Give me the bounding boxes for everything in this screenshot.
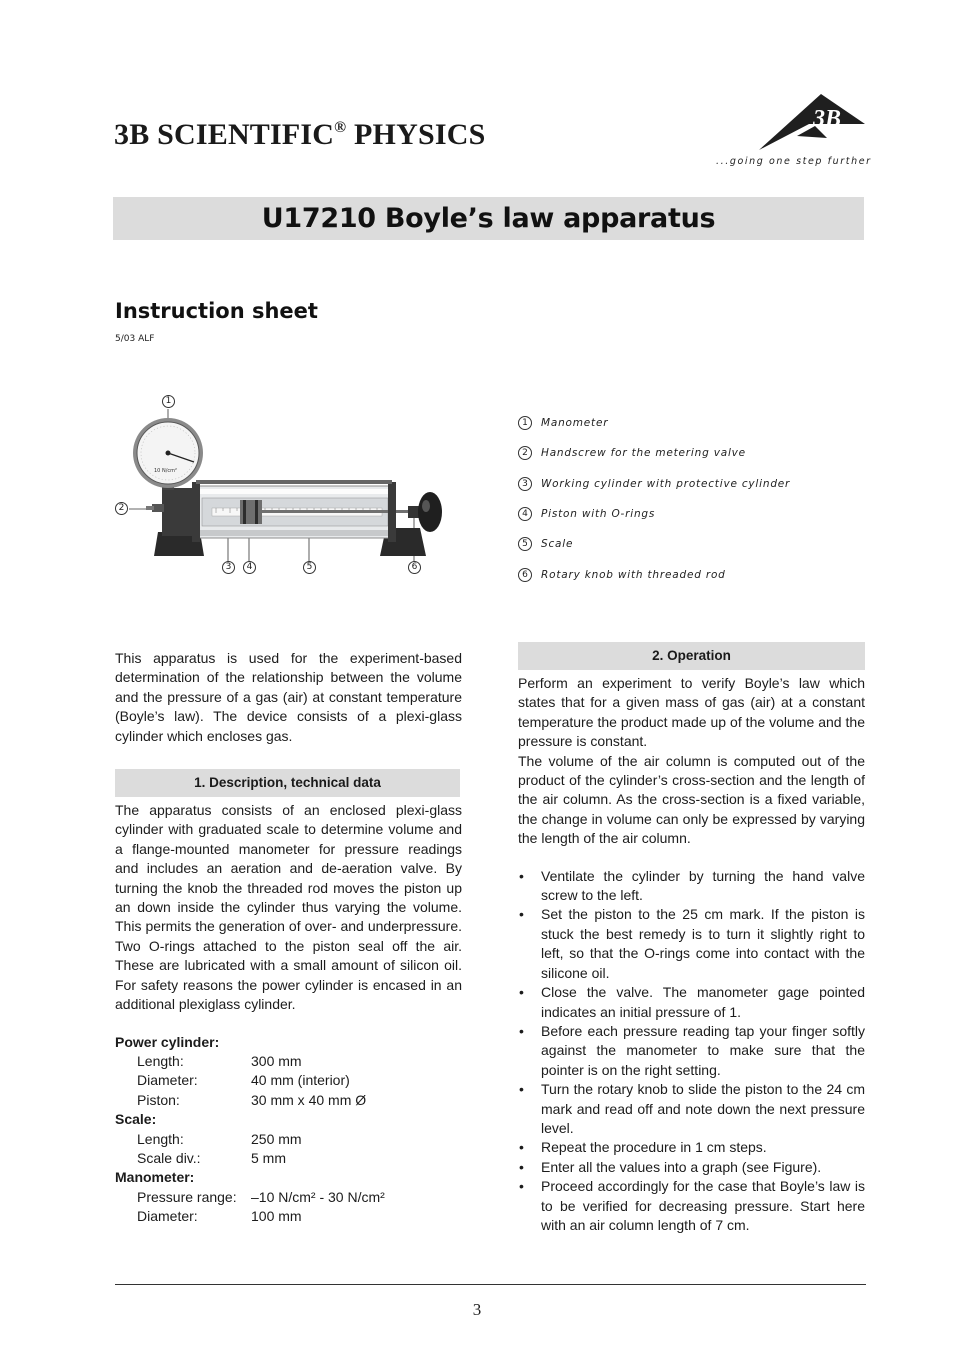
- tagline: ...going one step further: [716, 156, 872, 167]
- legend-item: [518, 568, 726, 582]
- list-item: • Enter all the values into a graph (see Figure).: [518, 1158, 865, 1177]
- list-item: • Repeat the procedure in 1 cm steps.: [518, 1138, 865, 1157]
- legend-number: 1: [518, 416, 532, 430]
- legend-text: Scale: [541, 538, 574, 550]
- spec-key: Scale div.:: [137, 1149, 201, 1166]
- operation-paragraph: The volume of the air column is computed out of the product of the cylinder’s cross-section and the length of the air column. As the cross-section is a fixed variable, the change in volume can only be expressed by varying the length of the air column.: [518, 752, 865, 847]
- brand-suffix: PHYSICS: [354, 118, 486, 151]
- document-title: U17210 Boyle’s law apparatus: [261, 203, 716, 234]
- intro-paragraph: This apparatus is used for the experiment-based determination of the relationship between the volume and the pressure of a gas (air) at constant temperature (Boyle’s law). The device consists of a plexi-glass cylinder which encloses gas.: [115, 650, 462, 744]
- legend-text: Manometer: [541, 417, 609, 429]
- apparatus-illustration: [112, 390, 462, 580]
- spec-row: [115, 1071, 462, 1090]
- spec-value: 100 mm: [251, 1208, 302, 1225]
- gauge-label: 10 N/cm²: [154, 468, 178, 474]
- spec-key: Diameter:: [137, 1208, 198, 1225]
- list-item: • Close the valve. The manometer gage pointed indicates an initial pressure of 1.: [518, 983, 865, 1022]
- sheet-code: 5/03 ALF: [115, 334, 155, 344]
- spec-value: 5 mm: [251, 1149, 286, 1166]
- spec-value: 250 mm: [251, 1130, 302, 1147]
- spec-value: 40 mm (interior): [251, 1072, 350, 1089]
- description-paragraph: The apparatus consists of an enclosed plexi-glass cylinder with graduated scale to determine volume and a flange-mounted manometer for pressure readings and includes an aeration and de-aeration valve. By turning the knob the threaded rod moves the piston up an down inside the cylinder thus varying the volume. This permits the generation of over- and underpressure. Two O-rings attached to the piston seal off the air. These are lubricated with a small amount of silicon oil. For safety reasons the power cylinder is encased in an additional plexiglass cylinder.: [115, 802, 462, 1013]
- list-item: • Set the piston to the 25 cm mark. If the piston is stuck the best remedy is to turn it slightly right to left, so that the O-rings come into contact with the silicone oil.: [518, 905, 865, 983]
- spec-value: 30 mm x 40 mm Ø: [251, 1091, 367, 1108]
- callout-3: 3: [222, 561, 235, 574]
- spec-value: 300 mm: [251, 1052, 302, 1069]
- spec-row: [115, 1188, 462, 1207]
- operation-paragraph: Perform an experiment to verify Boyle’s law which states that for a given mass of gas (air) at a constant temperature the product made up of the volume and the pressure is constant.: [518, 675, 865, 750]
- list-item: • Proceed accordingly for the case that Boyle’s law is to be verified for decreasing pressure. Start here with an air column length of 7 cm.: [518, 1177, 865, 1235]
- spec-key: Length:: [137, 1052, 184, 1069]
- spec-row: [115, 1207, 462, 1226]
- spec-group-title: Power cylinder:: [115, 1033, 220, 1050]
- page-number: 3: [472, 1300, 482, 1319]
- logo-3b-mark: [757, 92, 867, 154]
- callout-4: 4: [243, 561, 256, 574]
- spec-key: Length:: [137, 1130, 184, 1147]
- legend-item: [518, 507, 655, 521]
- legend-number: 5: [518, 537, 532, 551]
- spec-value: –10 N/cm² - 30 N/cm²: [251, 1188, 385, 1205]
- technical-data: [115, 1033, 462, 1227]
- legend-text: Working cylinder with protective cylinder: [541, 478, 791, 490]
- footer-divider: [115, 1284, 866, 1285]
- list-item: • Before each pressure reading tap your finger softly against the manometer to make sure that the pointer is on the right setting.: [518, 1022, 865, 1080]
- legend-text: Rotary knob with threaded rod: [541, 569, 726, 581]
- list-item: • Ventilate the cylinder by turning the hand valve screw to the left.: [518, 867, 865, 906]
- legend-number: 2: [518, 446, 532, 460]
- spec-row: [115, 1130, 462, 1149]
- spec-key: Diameter:: [137, 1072, 198, 1089]
- legend-item: [518, 477, 790, 491]
- spec-key: Pressure range:: [137, 1188, 237, 1205]
- operation-steps: [518, 867, 865, 1236]
- callout-6: 6: [408, 561, 421, 574]
- spec-group-title: Manometer:: [115, 1169, 195, 1186]
- legend-item: [518, 446, 746, 460]
- spec-key: Piston:: [137, 1091, 180, 1108]
- legend-text: Handscrew for the metering valve: [541, 447, 746, 459]
- right-column: [518, 642, 865, 1235]
- spec-row: [115, 1149, 462, 1168]
- left-column: [115, 649, 462, 1227]
- legend-number: 4: [518, 507, 532, 521]
- callout-5: 5: [303, 561, 316, 574]
- brand-title: [114, 118, 485, 152]
- callout-2: 2: [115, 502, 128, 515]
- logo-text: 3B: [813, 106, 842, 132]
- callout-1: 1: [162, 395, 175, 408]
- spec-row: [115, 1052, 462, 1071]
- apparatus-figure: [112, 390, 462, 580]
- spec-row: [115, 1091, 462, 1110]
- company-logo: [712, 90, 872, 172]
- section-heading-operation: 2. Operation: [518, 642, 865, 670]
- legend-item: [518, 537, 573, 551]
- legend-item: [518, 416, 608, 430]
- title-bar: [113, 197, 864, 240]
- legend-text: Piston with O-rings: [541, 508, 656, 520]
- sheet-title: Instruction sheet: [115, 299, 318, 323]
- legend-number: 3: [518, 477, 532, 491]
- brand-name: 3B SCIENTIFIC: [114, 118, 335, 151]
- section-heading-description: 1. Description, technical data: [115, 769, 460, 797]
- registered-mark: ®: [334, 119, 347, 136]
- list-item: • Turn the rotary knob to slide the piston to the 24 cm mark and read off and note down the next pressure level.: [518, 1080, 865, 1138]
- spec-group-title: Scale:: [115, 1111, 157, 1128]
- legend-number: 6: [518, 568, 532, 582]
